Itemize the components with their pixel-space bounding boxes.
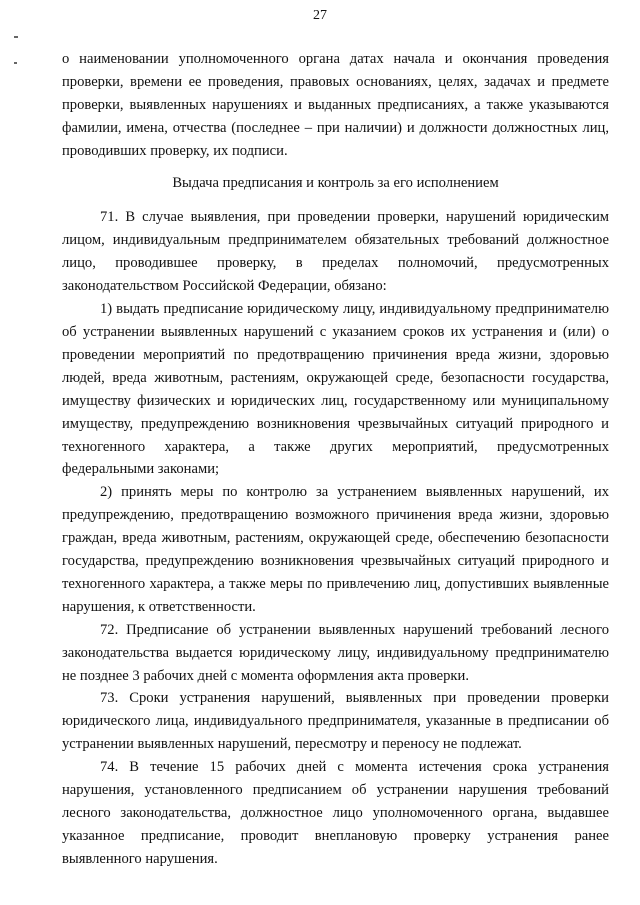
document-body	[62, 48, 609, 871]
scan-speck	[14, 36, 18, 38]
scan-speck	[14, 62, 17, 64]
continuation-paragraph: о наименовании уполномоченного органа датах начала и окончания проведения проверки, времени ее проведения, правовых основаниях, целях, задачах и предмете проверки, выявленных нарушениях и выданных предписаниях, а также указываются фамилии, имена, отчества (последнее – при наличии) и должности должностных лиц, проводивших проверку, их подписи.	[62, 51, 609, 159]
page-number: 27	[313, 8, 327, 23]
paragraph-73: 73. Сроки устранения нарушений, выявленных при проведении проверки юридического лица, индивидуального предпринимателя, указанные в предписании об устранении выявленных нарушений, пересмотру и переносу не подлежат.	[62, 690, 609, 753]
paragraph-74: 74. В течение 15 рабочих дней с момента истечения срока устранения нарушения, установленного предписанием об устранении нарушения требований лесного законодательства, должностное лицо уполномоченного органа, выдавшее указанное предписание, проводит внеплановую проверку устранения ранее выявленного нарушения.	[62, 759, 609, 867]
paragraph-71: 71. В случае выявления, при проведении проверки, нарушений юридическим лицом, индивидуальным предпринимателем обязательных требований должностное лицо, проводившее проверку, в пределах полномочий, предусмотренных законодательством Российской Федерации, обязано:	[62, 209, 609, 295]
paragraph-71-item-1: 1) выдать предписание юридическому лицу, индивидуальному предпринимателю об устранении выявленных нарушений с указанием сроков их устранения и (или) о проведении мероприятий по предотвращению причинения вреда жизни, здоровью людей, вреда животным, растениям, окружающей среде, безопасности государства, имуществу физических и юридических лиц, государственному или муниципальному имуществу, предупреждению возникновения чрезвычайных ситуаций природного и техногенного характера, а также других мероприятий, предусмотренных федеральными законами;	[62, 301, 609, 478]
paragraph-72: 72. Предписание об устранении выявленных нарушений требований лесного законодательства выдается юридическому лицу, индивидуальному предпринимателю не позднее 3 рабочих дней с момента оформления акта проверки.	[62, 621, 609, 684]
paragraph-71-item-2: 2) принять меры по контролю за устранением выявленных нарушений, их предупреждению, предотвращению возможного причинения вреда жизни, здоровью граждан, вреда животным, растениям, окружающей среде, обеспечению безопасности государства, предупреждению возникновения чрезвычайных ситуаций природного и техногенного характера, а также меры по привлечению лиц, допустивших выявленные нарушения, к ответственности.	[62, 484, 609, 615]
section-heading: Выдача предписания и контроль за его исполнением	[172, 174, 499, 191]
